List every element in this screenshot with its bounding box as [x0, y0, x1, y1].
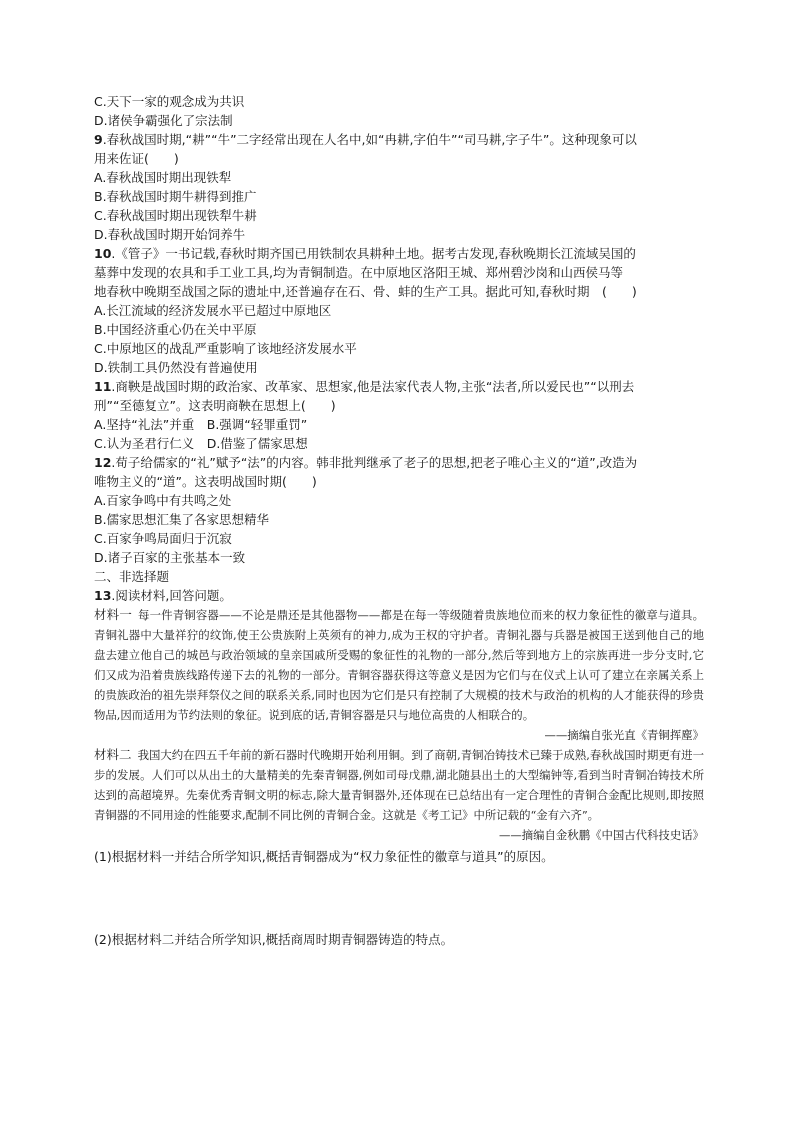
sub-question-1: (1)根据材料一并结合所学知识,概括青铜器成为“权力象征性的徽章与道具”的原因。 — [94, 849, 554, 864]
q9-number: 9 — [94, 132, 103, 147]
q13-stem: 13.阅读材料,回答问题。 — [94, 588, 232, 603]
question-13 — [94, 586, 704, 949]
material-2-label: 材料二 — [94, 747, 132, 762]
q10-stem-line-3: 地春秋中晚期至战国之际的遗址中,还普遍存在石、骨、蚌的生产工具。据此可知,春秋时期 ( ) — [94, 284, 637, 299]
q9-option-a: A.春秋战国时期出现铁犁 — [94, 170, 232, 185]
q9-option-d: D.春秋战国时期开始饲养牛 — [94, 227, 246, 242]
q10-stem-line-2: 墓葬中发现的农具和手工业工具,均为青铜制造。在中原地区洛阳王城、郑州碧沙岗和山西侯马等 — [94, 265, 623, 280]
question-12 — [94, 453, 704, 567]
question-9 — [94, 130, 704, 244]
material-1-label: 材料一 — [94, 607, 133, 622]
q11-number: 11 — [94, 379, 112, 394]
q12-option-a: A.百家争鸣中有共鸣之处 — [94, 493, 232, 508]
q12-stem-line-2: 唯物主义的“道”。这表明战国时期( ) — [94, 474, 317, 489]
q9-option-c: C.春秋战国时期出现铁犁牛耕 — [94, 208, 257, 223]
q10-option-d: D.铁制工具仍然没有普遍使用 — [94, 360, 258, 375]
q11-options-row-2: C.认为圣君行仁义 D.借鉴了儒家思想 — [94, 436, 308, 451]
material-1-source: ——摘编自张光直《青铜挥塵》 — [544, 728, 704, 742]
q12-option-b: B.儒家思想汇集了各家思想精华 — [94, 512, 270, 527]
q11-stem-line-2: 刑”“至德复立”。这表明商鞅在思想上( ) — [94, 398, 336, 413]
q9-option-b: B.春秋战国时期牛耕得到推广 — [94, 189, 257, 204]
q10-stem-line-1: 10.《管子》一书记载,春秋时期齐国已用铁制农具耕种土地。据考古发现,春秋晚期长江流域吴国的 — [94, 246, 636, 261]
q10-number: 10 — [94, 246, 112, 261]
q12-number: 12 — [94, 455, 112, 470]
q11-stem-line-1: 11.商鞅是战国时期的政治家、改革家、思想家,他是法家代表人物,主张“法者,所以爱民也”“以刑去 — [94, 379, 635, 394]
q11-options-row-1: A.坚持“礼法”并重 B.强调“轻罪重罚” — [94, 417, 308, 432]
q9-stem-line-1: 9.春秋战国时期,“耕”“牛”二字经常出现在人名中,如“冉耕,字伯牛”“司马耕,字子牛”。这种现象可以 — [94, 132, 637, 147]
section-title: 二、非选择题 — [94, 569, 170, 584]
exam-page — [94, 92, 704, 949]
material-1-text: 每一件青铜容器——不论是鼎还是其他器物——都是在每一等级随着贵族地位而来的权力象征性的徽章与道具。青铜礼器中大量祥狞的纹饰,使王公贵族附上英须有的神力,成为王权的守护者。青铜礼器与兵器是被国王送到他自己的地盘去建立他自己的城邑与政治领域的皇亲国戚所受赐的象征性的礼物的一部分,然后等到地方上的宗族再进一步分支时,它们又成为沿着贵族线路传递下去的礼物的一部分。青铜容器获得这等意义是因为它们与在仪式上认可了建立在亲属关系上的贵族政治的祖先崇拜祭仪之间的联系关系,同时也因为它们是只有控制了大规模的技术与政治的机构的人才能获得的珍贵物品,因而适用为节约法则的象征。说到底的话,青铜容器是只与地位高贵的人相联合的。 — [94, 608, 704, 722]
q8-option-d: D.诸侯争霸强化了宗法制 — [94, 113, 233, 128]
q12-option-c: C.百家争鸣局面归于沉寂 — [94, 531, 232, 546]
question-10 — [94, 244, 704, 377]
q10-option-c: C.中原地区的战乱严重影响了该地经济发展水平 — [94, 341, 357, 356]
material-1 — [94, 605, 704, 725]
sub-question-2: (2)根据材料二并结合所学知识,概括商周时期青铜器铸造的特点。 — [94, 932, 454, 947]
material-2-text: 我国大约在四五千年前的新石器时代晚期开始利用铜。到了商朝,青铜冶铸技术已臻于成熟,春秋战国时期更有进一步的发展。人们可以从出土的大量精美的先秦青铜器,例如司母戊鼎,湖北随县出土的大型编钟等,看到当时青铜冶铸技术所达到的高超境界。先秦优秀青铜文明的标志,除大量青铜器外,还体现在已总结出有一定合理性的青铜合金配比规则,即按照青铜器的不同用途的性能要求,配制不同比例的青铜合金。这就是《考工记》中所记载的“金有六齐”。 — [94, 748, 704, 822]
question-11 — [94, 377, 704, 453]
material-2 — [94, 745, 704, 825]
q10-option-a: A.长江流域的经济发展水平已超过中原地区 — [94, 303, 332, 318]
q10-option-b: B.中国经济重心仍在关中平原 — [94, 322, 257, 337]
q8-option-c: C.天下一家的观念成为共识 — [94, 94, 245, 109]
q9-stem-line-2: 用来佐证( ) — [94, 151, 179, 166]
q12-option-d: D.诸子百家的主张基本一致 — [94, 550, 246, 565]
q12-stem-line-1: 12.荀子给儒家的“礼”赋予“法”的内容。韩非批判继承了老子的思想,把老子唯心主义的“道”,改造为 — [94, 455, 638, 470]
q13-number: 13 — [94, 588, 112, 603]
material-2-source: ——摘编自金秋鹏《中国古代科技史话》 — [498, 828, 704, 842]
